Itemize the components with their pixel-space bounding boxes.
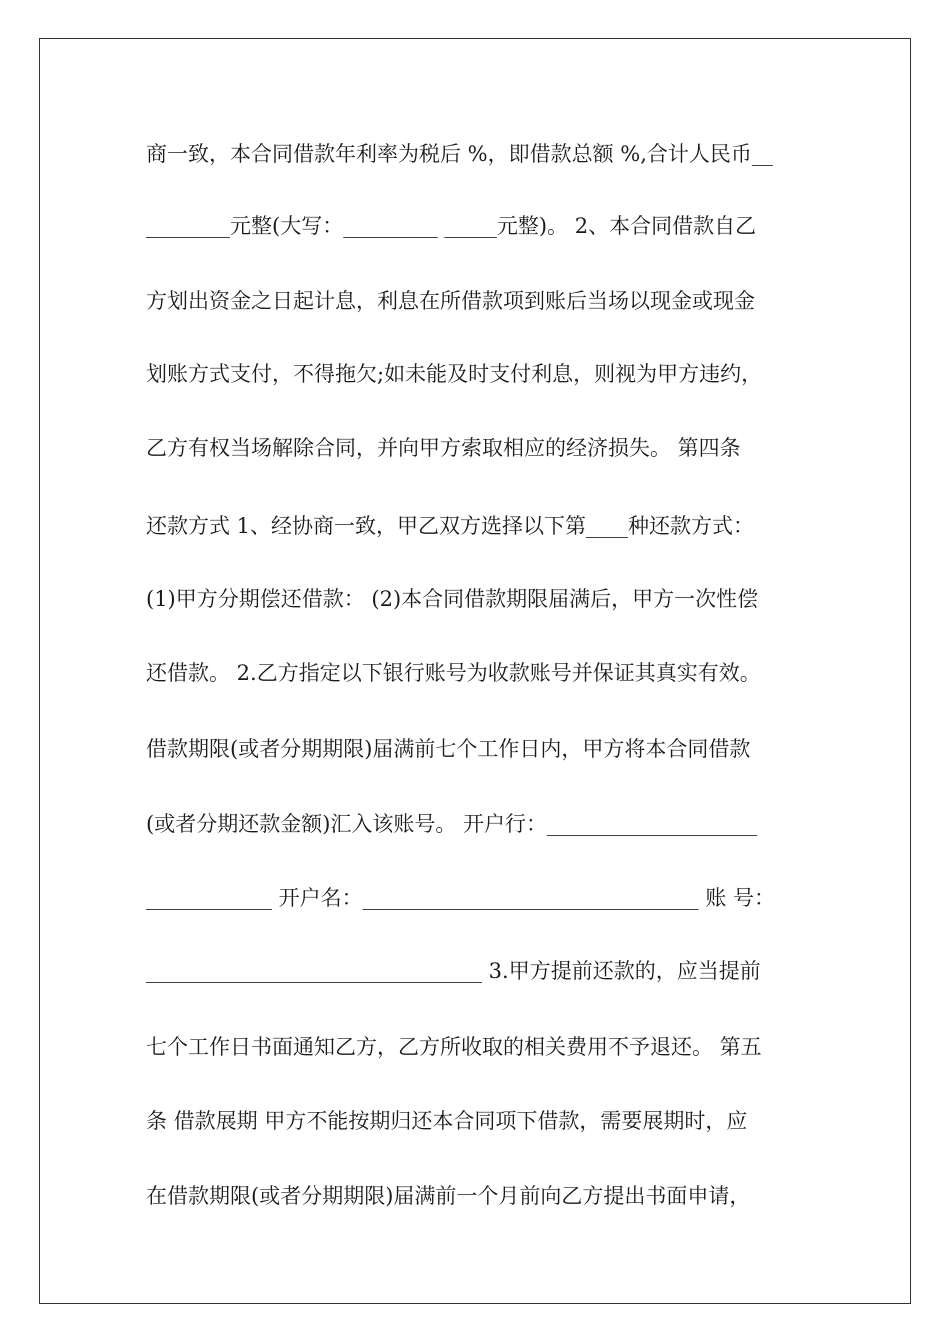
body-text-line-13: 七个工作日书面通知乙方，乙方所收取的相关费用不予退还。 第五 [146, 1035, 762, 1059]
body-text-line-7: (1)甲方分期偿还借款： (2)本合同借款期限届满后，甲方一次性偿 [146, 587, 759, 611]
body-text-line-4: 划账方式支付，不得拖欠;如未能及时支付利息，则视为甲方违约， [146, 362, 763, 386]
body-text-line-3: 方划出资金之日起计息，利息在所借款项到账后当场以现金或现金 [146, 289, 755, 313]
body-text-line-5: 乙方有权当场解除合同，并向甲方索取相应的经济损失。 第四条 [146, 436, 741, 460]
body-text-line-9: 借款期限(或者分期期限)届满前七个工作日内，甲方将本合同借款 [146, 737, 751, 761]
body-text-line-6: 还款方式 1、经协商一致，甲乙双方选择以下第____种还款方式： [146, 514, 755, 538]
body-text-line-14: 条 借款展期 甲方不能按期归还本合同项下借款，需要展期时，应 [146, 1109, 748, 1133]
body-text-line-12: ________________________________ 3.甲方提前还款的，应当提前 [146, 959, 761, 983]
body-text-line-10: (或者分期还款金额)汇入该账号。 开户行：____________________ [146, 812, 758, 836]
body-text-line-1: 商一致，本合同借款年利率为税后 %，即借款总额 %,合计人民币__ [146, 142, 773, 166]
body-text-line-15: 在借款期限(或者分期期限)届满前一个月前向乙方提出书面申请， [146, 1184, 751, 1208]
body-text-line-2: ________元整(大写：_________ _____元整)。 2、本合同借款自乙 [146, 214, 757, 238]
body-text-line-8: 还借款。 2.乙方指定以下银行账号为收款账号并保证其真实有效。 [146, 661, 761, 685]
body-text-line-11: ____________ 开户名：________________________________ 账 号： [146, 886, 776, 910]
